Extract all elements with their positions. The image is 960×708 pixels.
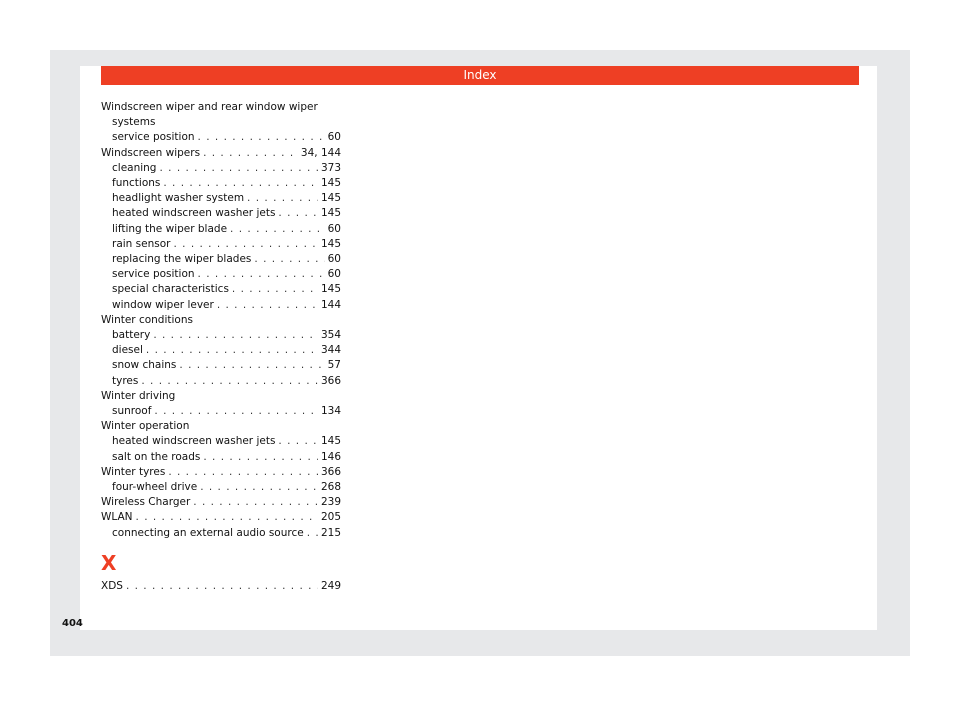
entry-text: headlight washer system [112,192,245,205]
index-subentry [101,282,341,297]
entry-text: WLAN [101,511,133,524]
entry-text: functions [112,177,161,190]
index-entry [101,100,341,130]
entry-text: Winter operation [101,420,190,433]
index-subentry [101,206,341,221]
entry-page: 34, 144 [300,146,341,159]
entry-text: window wiper lever [112,298,214,311]
index-subentry [101,298,341,313]
index-entry [101,313,341,328]
index-subentry [101,176,341,191]
entry-text: XDS [101,579,123,592]
index-letter-heading: X [101,550,117,575]
entry-page: 354 [320,329,341,342]
entry-text: sunroof [112,405,152,418]
entry-page: 146 [320,450,341,463]
entry-page: 134 [320,405,341,418]
entry-text: cleaning [112,161,157,174]
entry-text: diesel [112,344,143,357]
entry-text: battery [112,329,151,342]
index-entry [101,510,341,525]
entry-text: tyres [112,374,139,387]
index-subentry [101,237,341,252]
entry-text: service position [112,131,195,144]
entry-text: Wireless Charger [101,496,191,509]
index-subentry [101,161,341,176]
entry-text: heated windscreen washer jets [112,207,276,220]
page-number: 404 [62,618,83,629]
entry-page: 239 [320,496,341,509]
index-subentry [101,222,341,237]
entry-page: 249 [320,579,341,592]
index-subentry [101,374,341,389]
section-header: Index [101,66,859,85]
entry-text: four-wheel drive [112,481,198,494]
entry-page: 60 [327,268,341,281]
entry-page: 60 [327,131,341,144]
entry-text: Winter conditions [101,313,193,326]
entry-page: 366 [320,374,341,387]
index-entry [101,146,341,161]
index-column [101,100,341,594]
index-subentry [101,130,341,145]
entry-text: lifting the wiper blade [112,222,228,235]
entry-text: Winter driving [101,389,176,402]
entry-text: connecting an external audio source [112,526,304,539]
entry-page: 145 [320,192,341,205]
entry-page: 57 [327,359,341,372]
entry-page: 145 [320,237,341,250]
entry-text: Windscreen wiper and rear window wiper [101,101,318,113]
entry-page: 145 [320,435,341,448]
entry-page: 268 [320,481,341,494]
entry-page: 60 [327,253,341,266]
entry-page: 215 [320,526,341,539]
entry-text: replacing the wiper blades [112,253,252,266]
entry-text: Windscreen wipers [101,146,201,159]
index-subentry [101,267,341,282]
entry-text: rain sensor [112,237,171,250]
index-subentry [101,191,341,206]
entry-page: 145 [320,283,341,296]
index-subentry [101,526,341,541]
index-subentry [101,404,341,419]
entry-text: heated windscreen washer jets [112,435,276,448]
index-entry [101,389,341,404]
entry-page: 145 [320,207,341,220]
index-entry [101,465,341,480]
entry-page: 145 [320,177,341,190]
entry-text: Winter tyres [101,465,166,478]
index-subentry [101,434,341,449]
index-entry [101,495,341,510]
entry-page: 366 [320,465,341,478]
entry-text-continued: systems [112,116,156,129]
index-subentry [101,252,341,267]
entry-page: 144 [320,298,341,311]
index-subentry [101,450,341,465]
index-entry [101,419,341,434]
entry-text: service position [112,268,195,281]
index-entry [101,579,341,594]
index-subentry [101,358,341,373]
entry-text: snow chains [112,359,177,372]
index-subentry [101,328,341,343]
entry-text: special characteristics [112,283,229,296]
index-subentry [101,480,341,495]
entry-page: 344 [320,344,341,357]
index-subentry [101,343,341,358]
entry-text: salt on the roads [112,450,201,463]
entry-page: 205 [320,511,341,524]
entry-page: 373 [320,161,341,174]
entry-page: 60 [327,222,341,235]
